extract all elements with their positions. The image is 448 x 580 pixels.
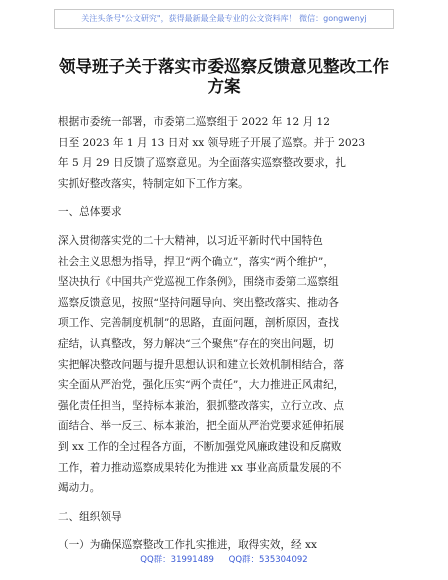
section-heading-1: 一、总体要求 xyxy=(58,206,122,219)
intro-line: 年 5 月 29 日反馈了巡察意见。为全面落实巡察整改要求，扎 xyxy=(58,157,346,170)
document-body xyxy=(58,112,392,556)
qq-group-1: QQ群：31991489 xyxy=(140,555,214,565)
section1-line: 坚决执行《中国共产党巡视工作条例》，围绕市委第二巡察组 xyxy=(58,276,339,289)
section-heading-2: 二、组织领导 xyxy=(58,510,122,523)
section1-line: 社会主义思想为指导，捍卫“两个确立”，落实“两个维护”， xyxy=(58,255,334,268)
qq-group-2: QQ群：535304092 xyxy=(228,555,308,565)
section1-line: 实全面从严治党，强化压实“两个责任”，大力推进正风肃纪， xyxy=(58,379,345,392)
section1-line: 到 xx 工作的全过程各方面，不断加强党风廉政建设和反腐败 xyxy=(58,440,342,453)
promo-banner-text: 关注头条号"公文研究"，获得最新最全最专业的公文资料库！ 微信：gongwenyj xyxy=(81,14,367,23)
section1-line: 实把解决整改问题与提升思想认识和建立长效机制相结合，落 xyxy=(58,358,345,371)
promo-banner xyxy=(54,9,394,29)
section1-line: 项工作、完善制度机制”的思路，直面问题，剖析原因，查找 xyxy=(58,317,339,330)
section1-line: 工作，着力推动巡察成果转化为推进 xx 事业高质量发展的不 xyxy=(58,461,342,474)
intro-line: 根据市委统一部署，市委第二巡察组于 2022 年 12 月 12 xyxy=(58,116,331,128)
section1-line: 巡察反馈意见，按照“坚持问题导向、突出整改落实、推动各 xyxy=(58,296,339,309)
section2-line: （一）为确保巡察整改工作扎实推进，取得实效，经 xx xyxy=(58,539,317,552)
document-title-line1: 领导班子关于落实市委巡察反馈意见整改工作 xyxy=(59,57,389,76)
intro-line: 日至 2023 年 1 月 13 日对 xx 领导班子开展了巡察。并于 2023 xyxy=(58,136,366,149)
section1-line: 症结，认真整改，努力解决“三个聚焦”存在的突出问题，切 xyxy=(58,337,334,350)
document-title-line2: 方案 xyxy=(207,77,241,96)
section1-line: 竭动力。 xyxy=(58,482,101,495)
intro-line: 实抓好整改落实，特制定如下工作方案。 xyxy=(58,177,249,190)
section1-line: 面结合、举一反三、标本兼治，把全面从严治党要求延伸拓展 xyxy=(58,420,345,433)
section1-line: 深入贯彻落实党的二十大精神，以习近平新时代中国特色 xyxy=(58,234,323,247)
footer-qq-groups xyxy=(0,553,448,565)
section1-line: 强化责任担当，坚持标本兼治，狠抓整改落实，立行立改、点 xyxy=(58,399,345,412)
